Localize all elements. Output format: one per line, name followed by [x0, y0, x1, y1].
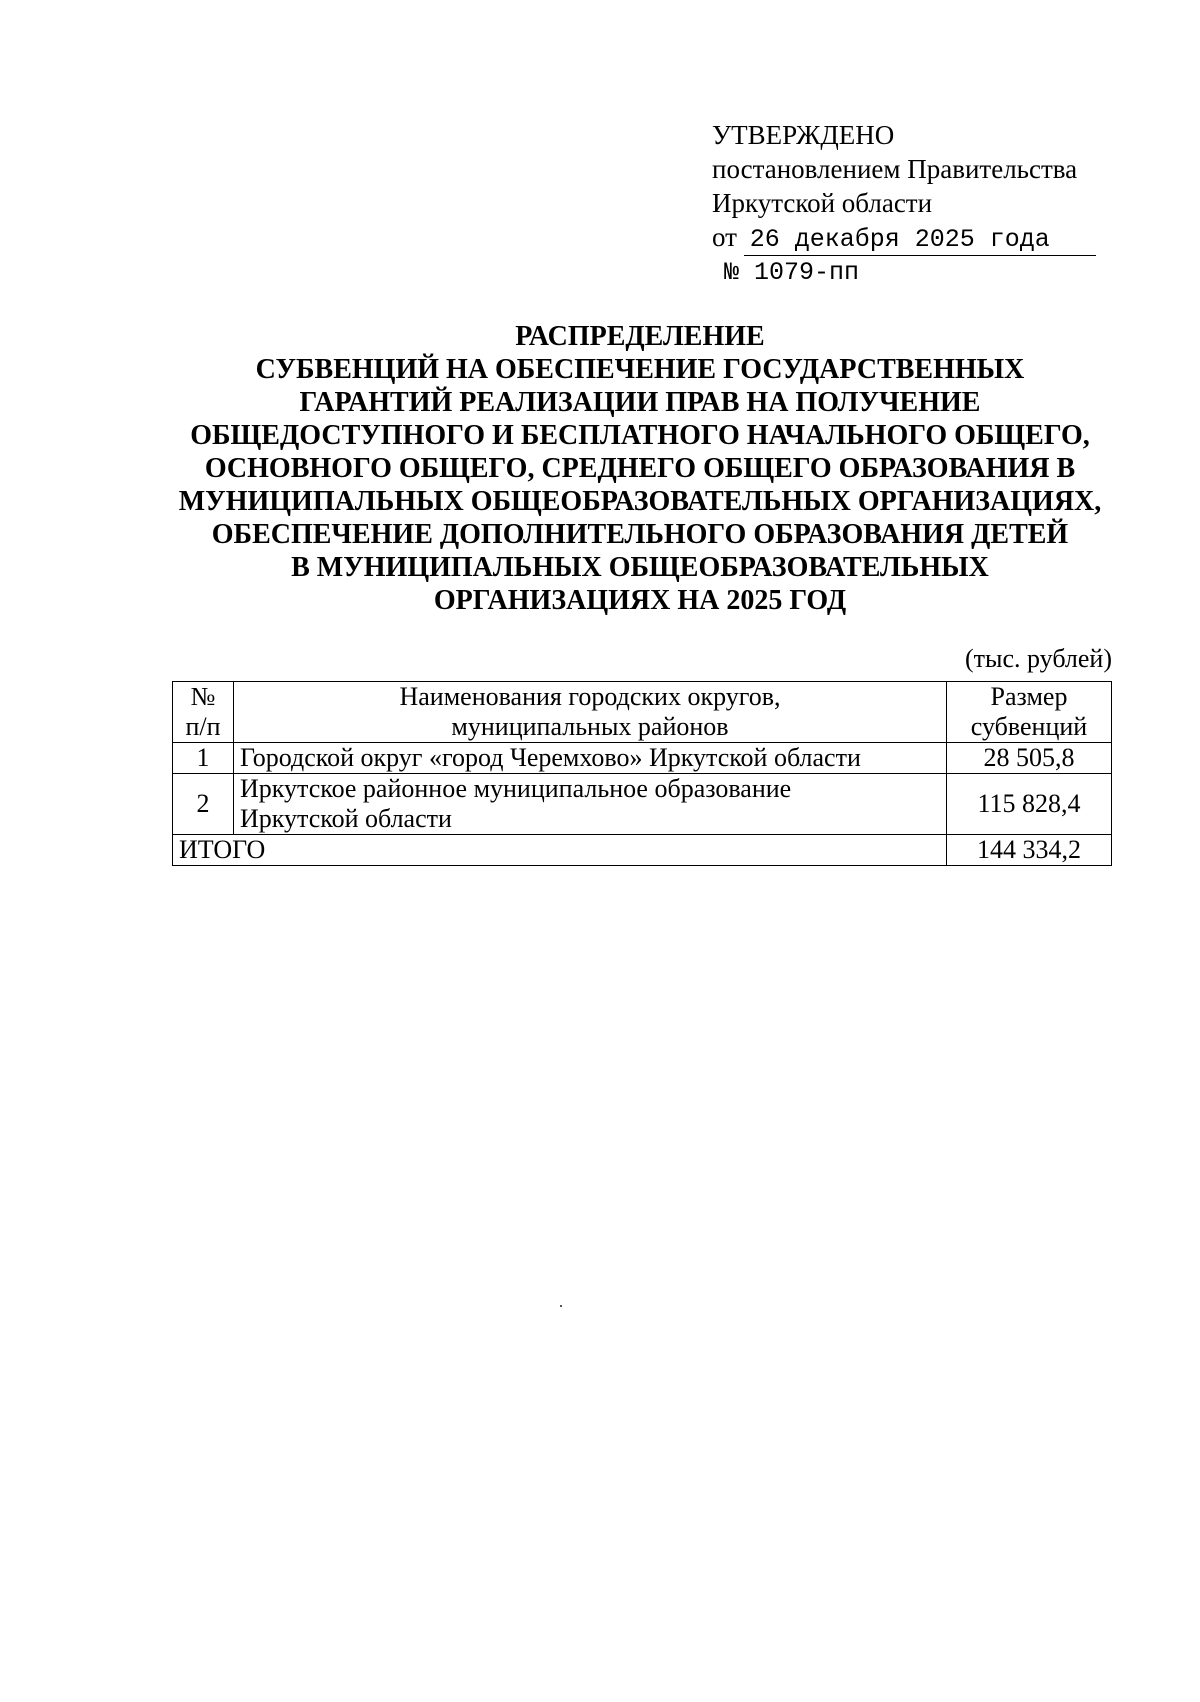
table-row — [173, 774, 1112, 835]
header-value-line-2: субвенций — [970, 712, 1088, 741]
total-value: 144 334,2 — [947, 835, 1112, 866]
header-name — [234, 682, 947, 743]
units-note: (тыс. рублей) — [964, 644, 1112, 673]
title-line: МУНИЦИПАЛЬНЫХ ОБЩЕОБРАЗОВАТЕЛЬНЫХ ОРГАНИЗАЦИЯХ, — [178, 486, 1102, 517]
header-value-line-1: Размер — [990, 682, 1068, 711]
total-label: ИТОГО — [173, 835, 947, 866]
header-num — [173, 682, 234, 743]
title-line: ГАРАНТИЙ РЕАЛИЗАЦИИ ПРАВ НА ПОЛУЧЕНИЕ — [299, 387, 981, 418]
row-name-line-1: Иркутское районное муниципальное образование — [240, 774, 792, 803]
row-num: 1 — [173, 743, 234, 774]
title-line: В МУНИЦИПАЛЬНЫХ ОБЩЕОБРАЗОВАТЕЛЬНЫХ — [291, 552, 989, 583]
table-row — [173, 743, 1112, 774]
header-num-line-2: п/п — [185, 712, 221, 741]
subsidies-table — [172, 681, 1112, 866]
row-name-line-1: Городской округ «город Черемхово» Иркутской области — [240, 743, 861, 772]
approval-line-2: Иркутской области — [712, 188, 933, 218]
date-value: 26 декабря 2025 года — [744, 225, 1096, 256]
header-name-line-1: Наименования городских округов, — [399, 682, 781, 711]
approval-heading: УТВЕРЖДЕНО — [712, 120, 895, 150]
header-num-line-1: № — [190, 682, 216, 711]
title-line: ОБЩЕДОСТУПНОГО И БЕСПЛАТНОГО НАЧАЛЬНОГО ОБЩЕГО, — [190, 420, 1090, 451]
approval-date-line — [712, 220, 1096, 256]
table-header-row — [173, 682, 1112, 743]
row-name-line-2: Иркутской области — [240, 804, 452, 833]
date-prefix: от — [712, 222, 737, 252]
row-num: 2 — [173, 774, 234, 835]
title-line: ОБЕСПЕЧЕНИЕ ДОПОЛНИТЕЛЬНОГО ОБРАЗОВАНИЯ ДЕТЕЙ — [211, 519, 1069, 550]
approval-line-1: постановлением Правительства — [712, 154, 1078, 184]
header-value — [947, 682, 1112, 743]
row-value: 115 828,4 — [947, 774, 1112, 835]
row-value: 28 505,8 — [947, 743, 1112, 774]
title-line: ОРГАНИЗАЦИЯХ НА 2025 ГОД — [433, 585, 847, 616]
total-row — [173, 835, 1112, 866]
document-title — [120, 320, 1160, 617]
resolution-number: № 1079-пп — [724, 258, 860, 287]
title-line: СУБВЕНЦИЙ НА ОБЕСПЕЧЕНИЕ ГОСУДАРСТВЕННЫХ — [255, 354, 1025, 385]
header-name-line-2: муниципальных районов — [451, 712, 729, 741]
approval-block — [712, 118, 1096, 290]
row-name — [234, 743, 947, 774]
title-line: ОСНОВНОГО ОБЩЕГО, СРЕДНЕГО ОБЩЕГО ОБРАЗОВАНИЯ В — [204, 453, 1076, 484]
title-line: РАСПРЕДЕЛЕНИЕ — [515, 321, 765, 352]
scan-speck — [560, 1305, 562, 1307]
row-name — [234, 774, 947, 835]
